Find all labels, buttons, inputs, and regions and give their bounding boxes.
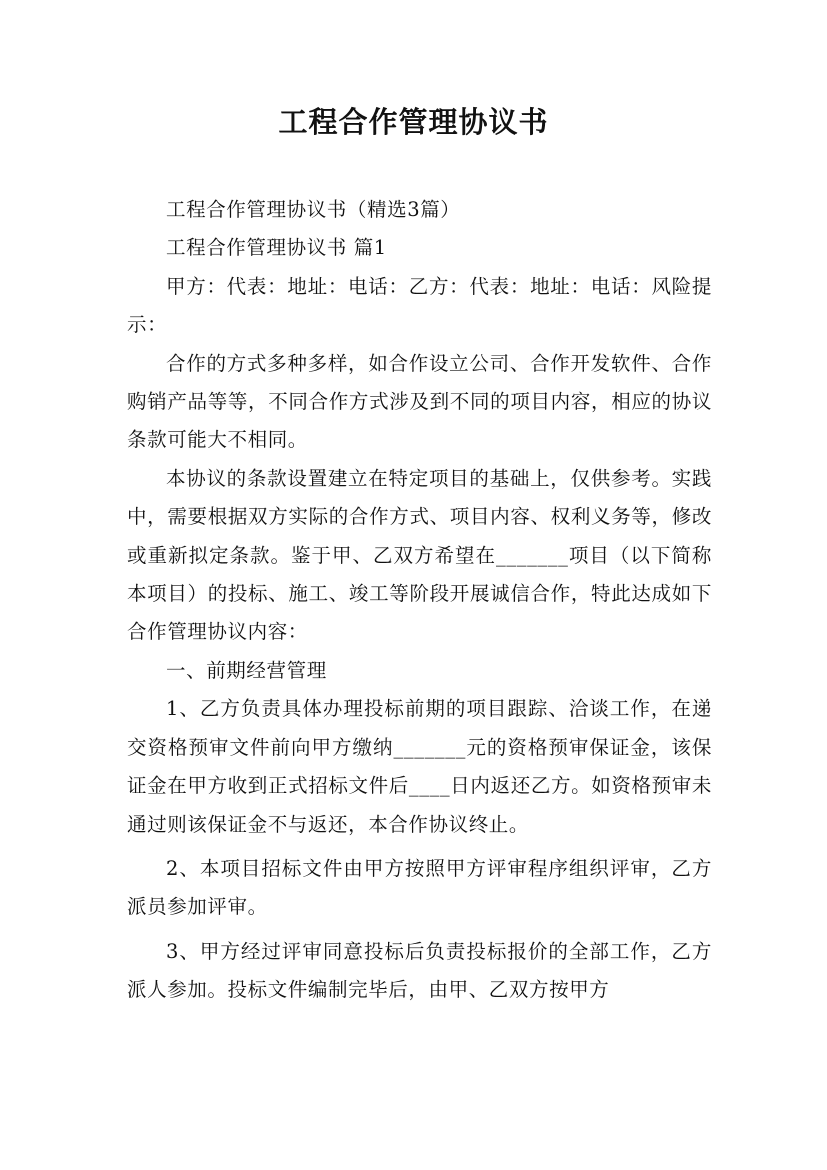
paragraph-clause-1: 1、乙方负责具体办理投标前期的项目跟踪、洽谈工作，在递交资格预审文件前向甲方缴纳_______元的资格预审保证金，该保证金在甲方收到正式招标文件后____日内返还乙方。如资格预审未通过则该保证金不与返还，本合作协议终止。 [127, 697, 712, 836]
paragraph-section-heading: 工程合作管理协议书 篇1 [166, 236, 387, 260]
paragraph-subtitle: 工程合作管理协议书（精选3篇） [166, 198, 461, 221]
paragraph-agreement-basis: 本协议的条款设置建立在特定项目的基础上，仅供参考。实践中，需要根据双方实际的合作方式、项目内容、权利义务等，修改或重新拟定条款。鉴于甲、乙双方希望在_______项目（以下简称本项目）的投标、施工、竣工等阶段开展诚信合作，特此达成如下合作管理协议内容： [127, 466, 712, 644]
paragraph-cooperation-methods: 合作的方式多种多样，如合作设立公司、合作开发软件、合作购销产品等等，不同合作方式涉及到不同的项目内容，相应的协议条款可能大不相同。 [127, 351, 712, 452]
paragraph-clause-2: 2、本项目招标文件由甲方按照甲方评审程序组织评审，乙方派员参加评审。 [127, 856, 712, 919]
paragraph-heading-preliminary: 一、前期经营管理 [166, 658, 327, 682]
paragraph-parties: 甲方：代表：地址：电话：乙方：代表：地址：电话：风险提示： [127, 274, 712, 337]
document-body [127, 191, 712, 1010]
document-title: 工程合作管理协议书 [278, 105, 549, 139]
paragraph-clause-3: 3、甲方经过评审同意投标后负责投标报价的全部工作，乙方派人参加。投标文件编制完毕后，由甲、乙双方按甲方 [127, 939, 712, 1002]
